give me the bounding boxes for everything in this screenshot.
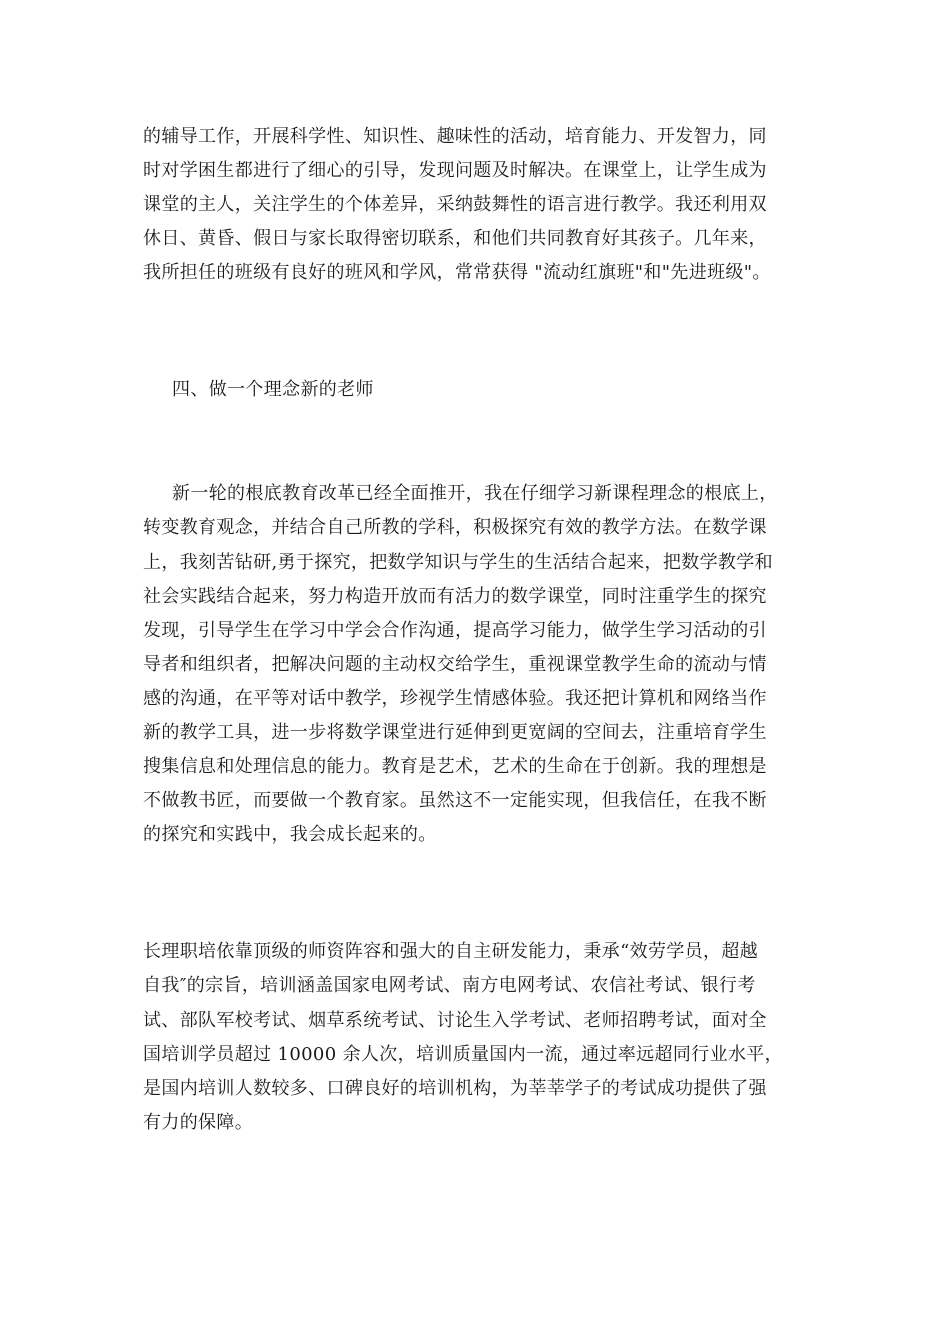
paragraph-line: 的探究和实践中，我会成长起来的。 — [143, 824, 437, 845]
paragraph-line: 我所担任的班级有良好的班风和学风，常常获得 "流动红旗班"和"先进班级"。 — [143, 262, 771, 283]
paragraph-line: 休日、黄昏、假日与家长取得密切联系，和他们共同教育好其孩子。几年来， — [143, 228, 767, 249]
paragraph-line: 时对学困生都进行了细心的引导，发现问题及时解决。在课堂上，让学生成为 — [143, 160, 767, 181]
paragraph-line: 的辅导工作，开展科学性、知识性、趣味性的活动，培育能力、开发智力，同 — [143, 126, 767, 147]
paragraph-line: 导者和组织者，把解决问题的主动权交给学生，重视课堂教学生命的流动与情 — [143, 654, 767, 675]
paragraph-line: 课堂的主人，关注学生的个体差异，采纳鼓舞性的语言进行教学。我还利用双 — [143, 194, 767, 215]
paragraph-line: 有力的保障。 — [143, 1112, 254, 1133]
paragraph-line: 转变教育观念，并结合自己所教的学科，积极探究有效的教学方法。在数学课 — [143, 517, 767, 538]
paragraph-line: 自我″的宗旨，培训涵盖国家电网考试、南方电网考试、农信社考试、银行考 — [143, 975, 756, 996]
paragraph-line: 搜集信息和处理信息的能力。教育是艺术，艺术的生命在于创新。我的理想是 — [143, 756, 767, 777]
paragraph-line: 是国内培训人数较多、口碑良好的培训机构，为莘莘学子的考试成功提供了强 — [143, 1078, 767, 1099]
paragraph-line: 新一轮的根底教育改革已经全面推开，我在仔细学习新课程理念的根底上， — [172, 483, 778, 504]
paragraph-line: 新的教学工具，进一步将数学课堂进行延伸到更宽阔的空间去，注重培育学生 — [143, 722, 767, 743]
paragraph-line: 试、部队军校考试、烟草系统考试、讨论生入学考试、老师招聘考试，面对全 — [143, 1010, 767, 1031]
paragraph-line: 发现，引导学生在学习中学会合作沟通，提高学习能力，做学生学习活动的引 — [143, 620, 767, 641]
paragraph-line: 不做教书匠，而要做一个教育家。虽然这不一定能实现，但我信任，在我不断 — [143, 790, 767, 811]
paragraph-line: 长理职培依靠顶级的师资阵容和强大的自主研发能力，秉承“效劳学员，超越 — [143, 941, 759, 962]
section-heading: 四、做一个理念新的老师 — [172, 379, 374, 400]
paragraph-line: 感的沟通，在平等对话中教学，珍视学生情感体验。我还把计算机和网络当作 — [143, 688, 767, 709]
paragraph-line: 社会实践结合起来，努力构造开放而有活力的数学课堂，同时注重学生的探究 — [143, 586, 767, 607]
paragraph-line: 国培训学员超过 10000 余人次，培训质量国内一流，通过率远超同行业水平， — [143, 1044, 784, 1065]
paragraph-line: 上，我刻苦钻研,勇于探究，把数学知识与学生的生活结合起来，把数学教学和 — [143, 552, 773, 573]
